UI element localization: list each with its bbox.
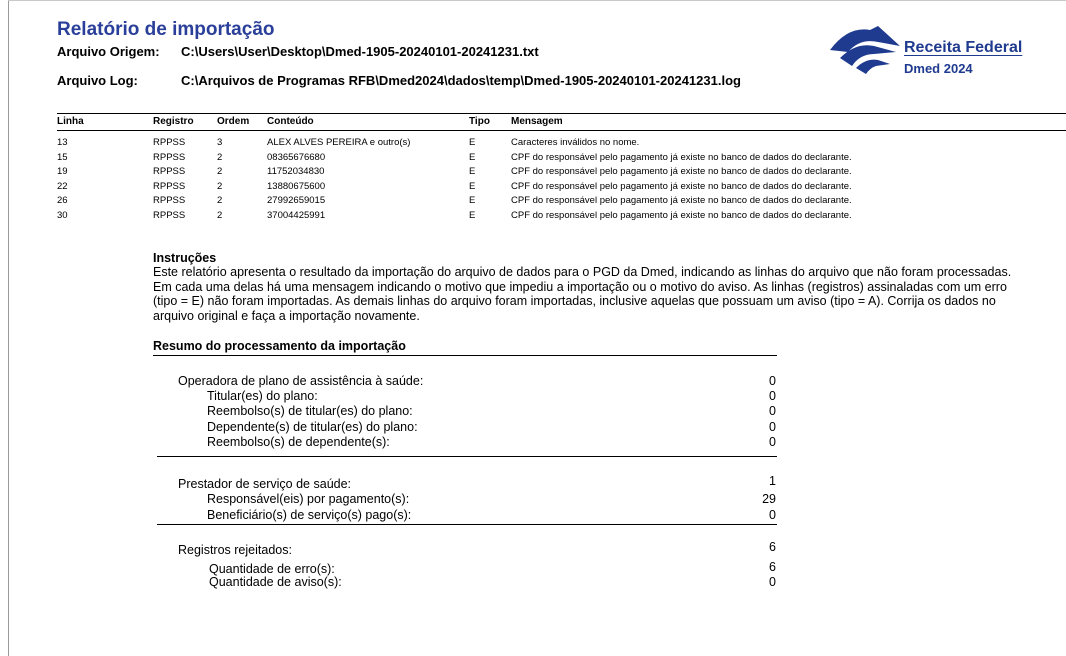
summary-separator (157, 524, 777, 525)
summary-prestador-label: Prestador de serviço de saúde: (178, 477, 352, 491)
cell-ordem: 2 (217, 166, 223, 178)
page-border (8, 0, 9, 656)
table-body (0, 137, 1066, 225)
cell-tipo: E (469, 166, 476, 178)
cell-ordem: 2 (217, 151, 223, 163)
cell-registro: RPPSS (153, 180, 186, 192)
cell-tipo: E (469, 195, 476, 207)
summary-beneficiarios-label: Beneficiário(s) de serviço(s) pago(s): (207, 508, 412, 522)
summary-avisos-value: 0 (769, 575, 776, 589)
summary-avisos-label: Quantidade de aviso(s): (209, 575, 342, 589)
cell-tipo: E (469, 151, 476, 163)
table-row (0, 166, 1066, 181)
summary-titulares-label: Titular(es) do plano: (207, 389, 318, 403)
cell-tipo: E (469, 137, 476, 148)
col-header-tipo: Tipo (469, 116, 490, 127)
cell-conteudo: 08365676680 (267, 151, 326, 163)
summary-titulares-value: 0 (769, 389, 776, 403)
summary-title-rule (153, 355, 777, 356)
summary-dependentes-label: Dependente(s) de titular(es) do plano: (207, 420, 418, 434)
table-row (0, 152, 1066, 167)
page-border-top (8, 0, 1066, 1)
logo-subtitle: Dmed 2024 (904, 61, 973, 76)
cell-mensagem: CPF do responsável pelo pagamento já existe no banco de dados do declarante. (511, 166, 852, 178)
cell-linha: 13 (57, 137, 68, 148)
cell-registro: RPPSS (153, 137, 186, 148)
cell-mensagem: Caracteres inválidos no nome. (511, 137, 640, 148)
cell-conteudo: 27992659015 (267, 195, 326, 207)
col-header-registro: Registro (153, 116, 194, 127)
summary-operadora-value: 0 (769, 374, 776, 388)
cell-linha: 15 (57, 151, 68, 163)
cell-registro: RPPSS (153, 166, 186, 178)
summary-title: Resumo do processamento da importação (153, 339, 406, 353)
cell-conteudo: 11752034830 (267, 166, 325, 178)
cell-conteudo: ALEX ALVES PEREIRA e outro(s) (267, 137, 411, 148)
summary-separator (157, 456, 777, 457)
cell-tipo: E (469, 180, 476, 192)
logo-name: Receita Federal (904, 39, 1023, 56)
cell-mensagem: CPF do responsável pelo pagamento já existe no banco de dados do declarante. (511, 195, 852, 207)
log-label: Arquivo Log: (57, 73, 138, 88)
col-header-conteudo: Conteúdo (267, 116, 314, 127)
summary-dependentes-value: 0 (769, 420, 776, 434)
receita-federal-logo (826, 24, 1056, 80)
instructions-title: Instruções (153, 251, 217, 265)
summary-beneficiarios-value: 0 (769, 508, 776, 522)
cell-ordem: 2 (217, 195, 223, 207)
cell-mensagem: CPF do responsável pelo pagamento já existe no banco de dados do declarante. (511, 209, 852, 221)
summary-rejeitados-label: Registros rejeitados: (178, 543, 292, 557)
summary-prestador-value: 1 (769, 474, 776, 488)
cell-mensagem: CPF do responsável pelo pagamento já existe no banco de dados do declarante. (511, 151, 852, 163)
table-row (0, 137, 1066, 152)
table-row (0, 195, 1066, 210)
summary-rejeitados-value: 6 (769, 540, 776, 554)
table-header-rule (57, 130, 1066, 131)
origin-label: Arquivo Origem: (57, 44, 160, 59)
summary-reembolso-titulares-label: Reembolso(s) de titular(es) do plano: (207, 404, 413, 418)
cell-conteudo: 13880675600 (267, 180, 326, 192)
origin-path: C:\Users\User\Desktop\Dmed-1905-20240101-20241231.txt (181, 44, 539, 59)
col-header-ordem: Ordem (217, 116, 250, 127)
summary-responsaveis-value: 29 (762, 492, 776, 506)
cell-linha: 22 (57, 180, 68, 192)
table-row (0, 181, 1066, 196)
summary-reembolso-titulares-value: 0 (769, 404, 776, 418)
summary-responsaveis-label: Responsável(eis) por pagamento(s): (207, 492, 410, 506)
cell-linha: 26 (57, 195, 68, 207)
instructions-text: Este relatório apresenta o resultado da importação do arquivo de dados para o PGD da Dmed, indicando as linhas do arquivo que não foram processadas. Em cada uma delas há uma mensagem indicando o motivo que impediu a importação ou o motivo do aviso. As linhas (registros) assinaladas com um erro (tipo = E) não foram importadas. As demais linhas do arquivo foram importadas, inclusive aquelas que possuam um aviso (tipo = A). Corrija os dados no arquivo original e faça a importação novamente. (153, 265, 1012, 324)
summary-erros-value: 6 (769, 560, 776, 574)
report-title: Relatório de importação (57, 19, 275, 40)
cell-tipo: E (469, 209, 476, 221)
cell-mensagem: CPF do responsável pelo pagamento já existe no banco de dados do declarante. (511, 180, 852, 192)
cell-registro: RPPSS (153, 195, 186, 207)
summary-reembolso-dependentes-value: 0 (769, 435, 776, 449)
summary-reembolso-dependentes-label: Reembolso(s) de dependente(s): (207, 435, 390, 449)
cell-linha: 19 (57, 166, 68, 178)
summary-operadora-label: Operadora de plano de assistência à saúde: (178, 374, 424, 388)
receita-federal-emblem-icon (826, 24, 902, 76)
cell-linha: 30 (57, 209, 68, 221)
col-header-mensagem: Mensagem (511, 116, 563, 127)
table-top-rule (57, 113, 1066, 114)
cell-conteudo: 37004425991 (267, 209, 326, 221)
cell-ordem: 3 (217, 137, 223, 148)
summary-erros-label: Quantidade de erro(s): (209, 562, 335, 576)
cell-ordem: 2 (217, 180, 223, 192)
log-path: C:\Arquivos de Programas RFB\Dmed2024\dados\temp\Dmed-1905-20240101-20241231.log (181, 73, 741, 88)
cell-registro: RPPSS (153, 209, 186, 221)
table-row (0, 210, 1066, 225)
cell-registro: RPPSS (153, 151, 186, 163)
cell-ordem: 2 (217, 209, 223, 221)
col-header-linha: Linha (57, 116, 84, 127)
